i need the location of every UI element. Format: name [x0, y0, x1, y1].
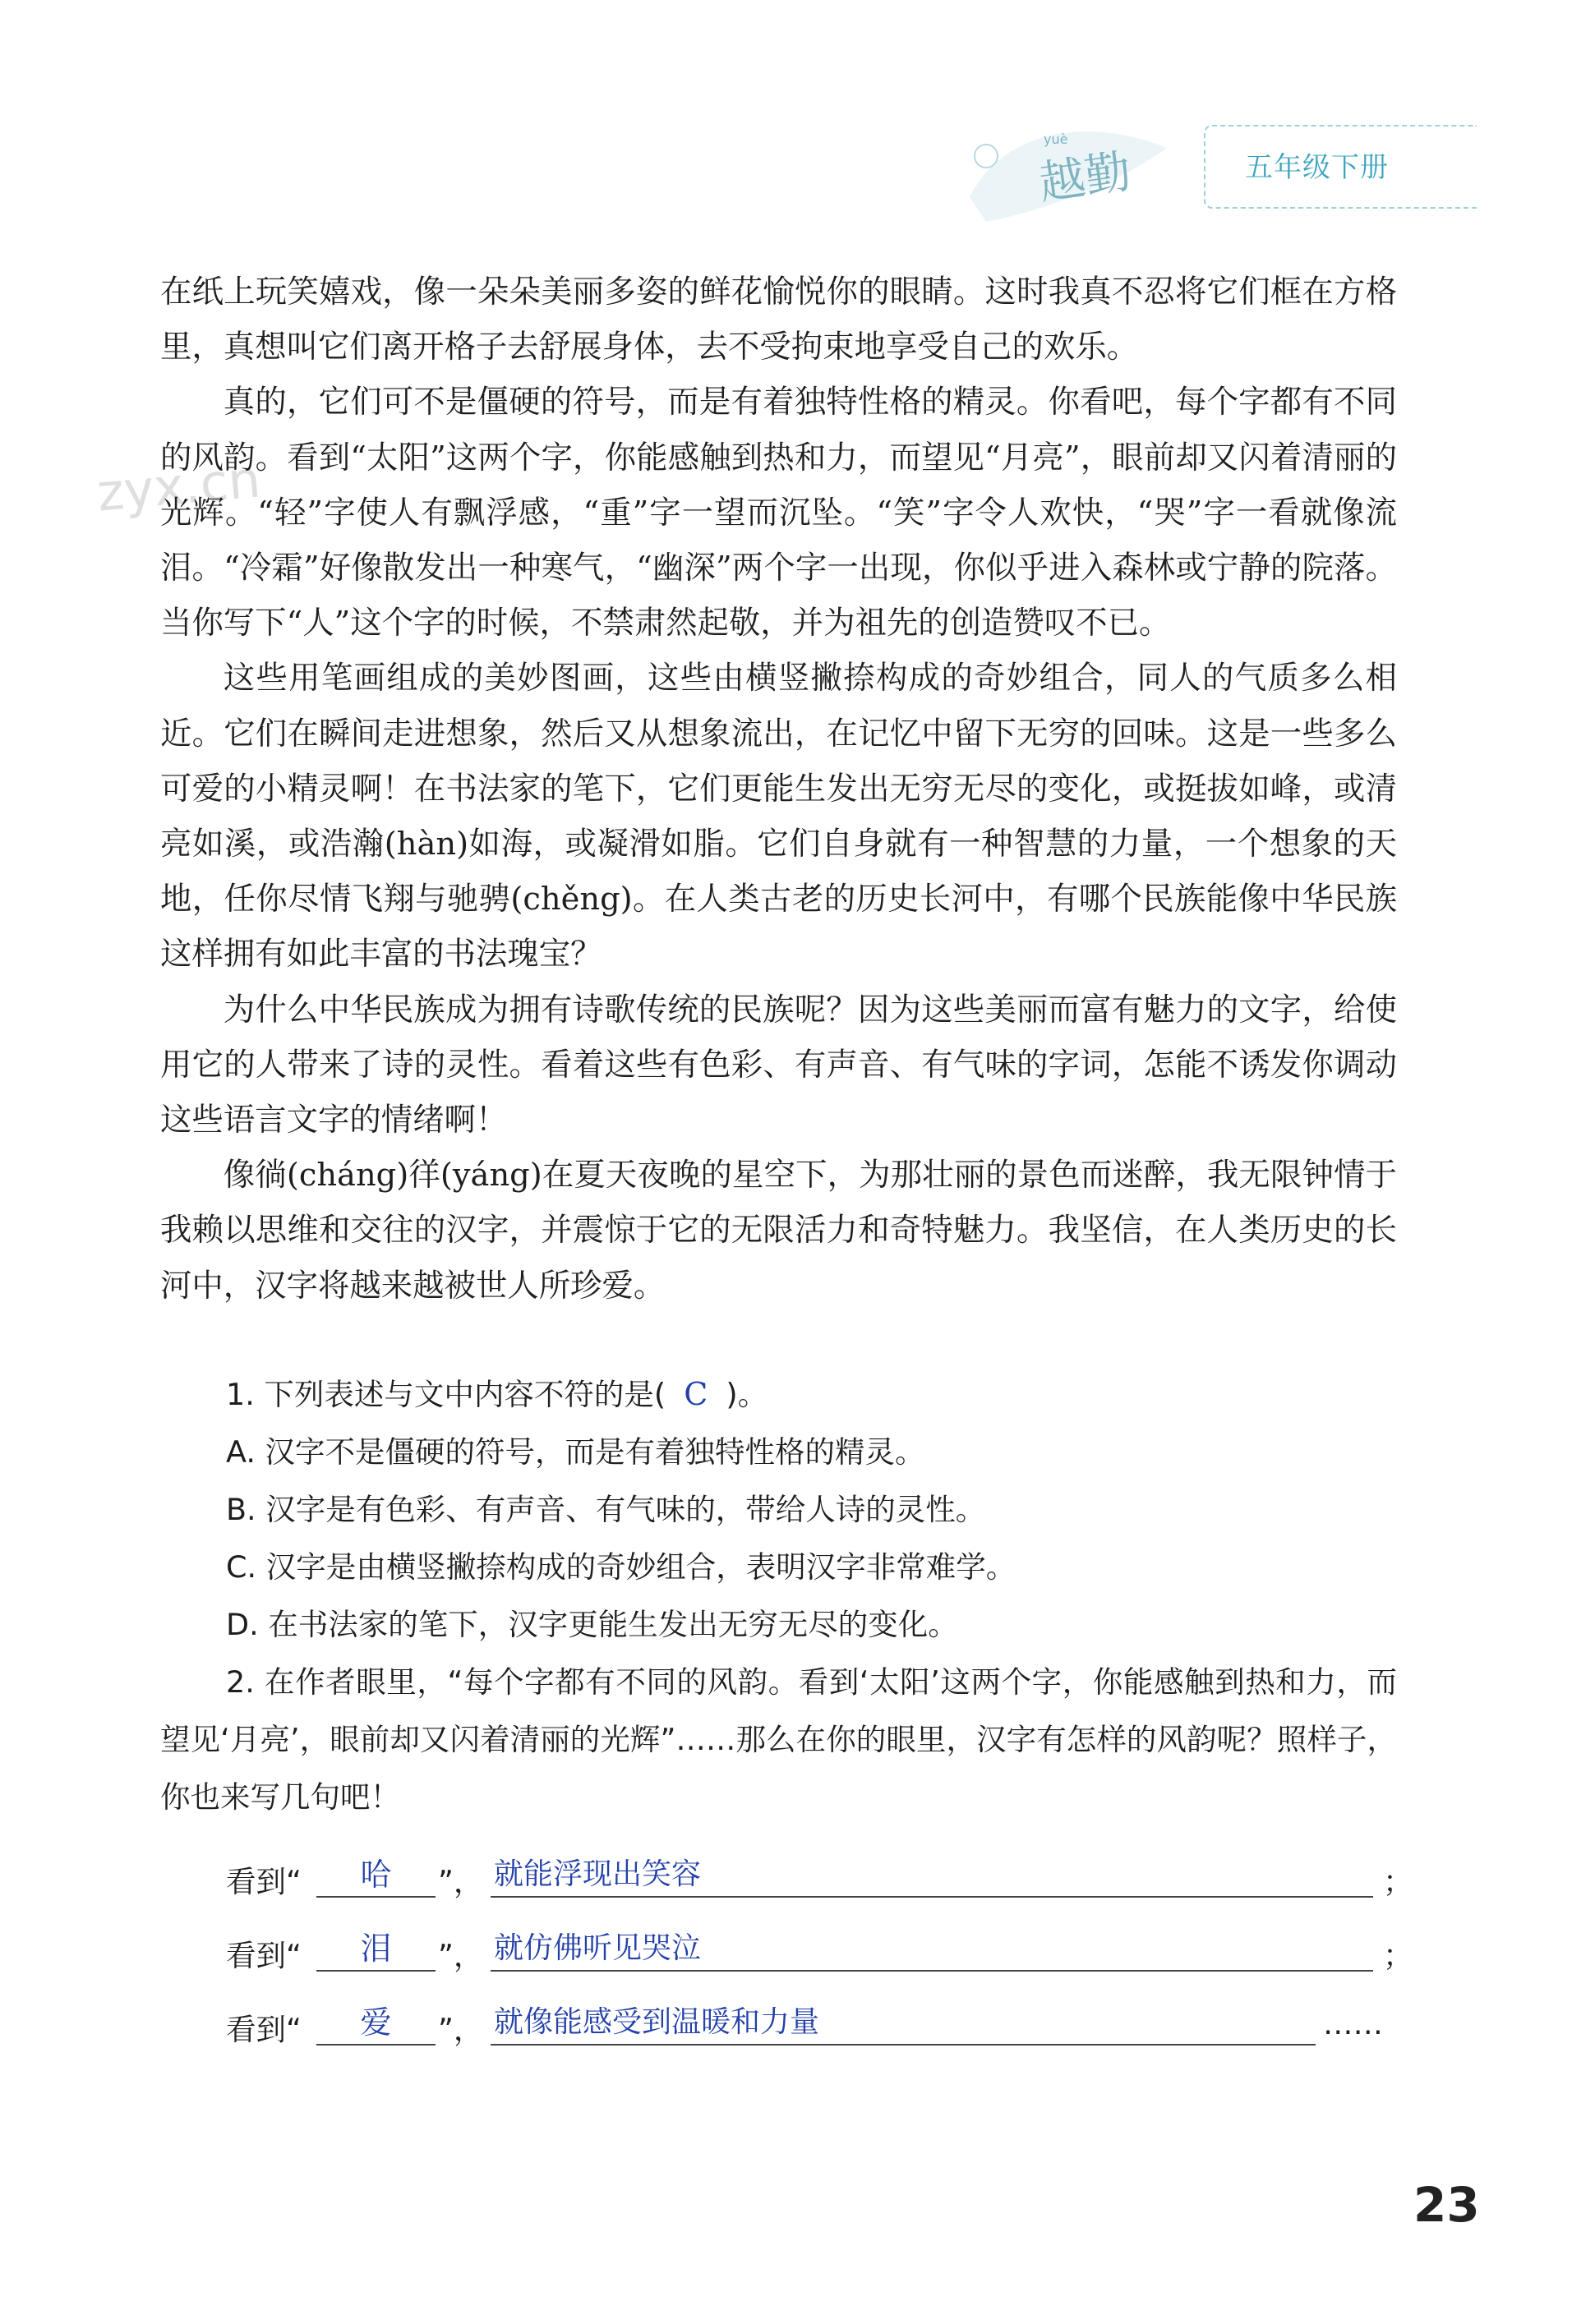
fill-end-mark: ；: [1383, 1938, 1413, 1973]
option-a: A. 汉字不是僵硬的符号，而是有着独特性格的精灵。: [226, 1434, 925, 1470]
question-1-text: 1. 下列表述与文中内容不符的是(: [226, 1377, 666, 1412]
logo-pinyin: yuè: [1044, 131, 1068, 147]
page-number: 23: [1413, 2177, 1480, 2233]
watermark: zyx.cn: [95, 449, 263, 523]
fill-sentence-input[interactable]: 就仿佛听见哭泣: [491, 1927, 1373, 1972]
question-1-answer[interactable]: C: [684, 1376, 708, 1412]
option-c: C. 汉字是由横竖撇捺构成的奇妙组合，表明汉字非常难学。: [226, 1549, 1016, 1585]
passage-paragraph: 这些用笔画组成的美妙图画，这些由横竖撇捺构成的奇妙组合，同人的气质多么相近。它们在瞬间走进想象，然后又从想象流出，在记忆中留下无穷的回味。这是一些多么可爱的小精灵啊！在书法家的笔下，它们更能生发出无穷无尽的变化，或挺拔如峰，或清亮如溪，或浩瀚(hàn)如海，或凝滑如脂。它们自身就有一种智慧的力量，一个想象的天地，任你尽情飞翔与驰骋(chěng)。在人类古老的历史长河中，有哪个民族能像中华民族这样拥有如此丰富的书法瑰宝？: [160, 660, 1397, 973]
reading-passage: [160, 265, 1397, 1314]
passage-paragraph: 真的，它们可不是僵硬的符号，而是有着独特性格的精灵。你看吧，每个字都有不同的风韵。看到“太阳”这两个字，你能感触到热和力，而望见“月亮”，眼前却又闪着清丽的光辉。“轻”字使人有飘浮感，“重”字一望而沉坠。“笑”字令人欢快，“哭”字一看就像流泪。“冷霜”好像散发出一种寒气，“幽深”两个字一出现，你似乎进入森林或宁静的院落。当你写下“人”这个字的时候，不禁肃然起敬，并为祖先的创造赞叹不已。: [160, 384, 1397, 642]
fill-row: [226, 1850, 1413, 1908]
fill-sentence-input[interactable]: 就像能感受到温暖和力量: [491, 2001, 1316, 2046]
fill-prefix: 看到“: [226, 2012, 302, 2047]
fill-char-input[interactable]: 泪: [316, 1927, 436, 1972]
fill-char-input[interactable]: 爱: [316, 2001, 436, 2046]
passage-paragraph: 像徜(cháng)徉(yáng)在夏天夜晚的星空下，为那壮丽的景色而迷醉，我无限钟情于我赖以思维和交往的汉字，并震惊于它的无限活力和奇特魅力。我坚信，在人类历史的长河中，汉字将越来越被世人所珍爱。: [160, 1157, 1397, 1305]
passage-paragraph: 为什么中华民族成为拥有诗歌传统的民族呢？因为这些美丽而富有魅力的文字，给使用它的人带来了诗的灵性。看着这些有色彩、有声音、有气味的字词，怎能不诱发你调动这些语言文字的情绪啊！: [160, 991, 1397, 1139]
fill-connector: ”，: [438, 2012, 484, 2047]
fill-end-mark: ……: [1323, 2006, 1383, 2041]
fill-row: [226, 1924, 1413, 1981]
fill-prefix: 看到“: [226, 1864, 302, 1899]
question-1-stem: [160, 1365, 1397, 1424]
fill-connector: ”，: [438, 1938, 484, 1973]
passage-paragraph: 在纸上玩笑嬉戏，像一朵朵美丽多姿的鲜花愉悦你的眼睛。这时我真不忍将它们框在方格里，真想叫它们离开格子去舒展身体，去不受拘束地享受自己的欢乐。: [160, 274, 1397, 366]
question-1-text-end: )。: [726, 1377, 768, 1412]
fill-row: [226, 1998, 1409, 2055]
option-d: D. 在书法家的笔下，汉字更能生发出无穷无尽的变化。: [226, 1607, 958, 1642]
fill-char-input[interactable]: 哈: [316, 1853, 436, 1898]
questions-section: [160, 1365, 1397, 1826]
fill-connector: ”，: [438, 1864, 484, 1899]
grade-label: 五年级下册: [1245, 151, 1389, 184]
fill-end-mark: ；: [1383, 1864, 1413, 1899]
header-logo: [953, 99, 1200, 238]
fill-prefix: 看到“: [226, 1938, 302, 1973]
question-2-stem: 2. 在作者眼里，“每个字都有不同的风韵。看到‘太阳’这两个字，你能感触到热和力，而望见‘月亮’，眼前却又闪着清丽的光辉”……那么在你的眼里，汉字有怎样的风韵呢？照样子，你也来写几句吧！: [160, 1664, 1397, 1815]
fill-sentence-input[interactable]: 就能浮现出笑容: [491, 1853, 1373, 1898]
brush-stroke-logo-icon: [953, 99, 1200, 238]
logo-text: 越勤: [1035, 145, 1135, 211]
option-b: B. 汉字是有色彩、有声音、有气味的，带给人诗的灵性。: [226, 1492, 986, 1527]
